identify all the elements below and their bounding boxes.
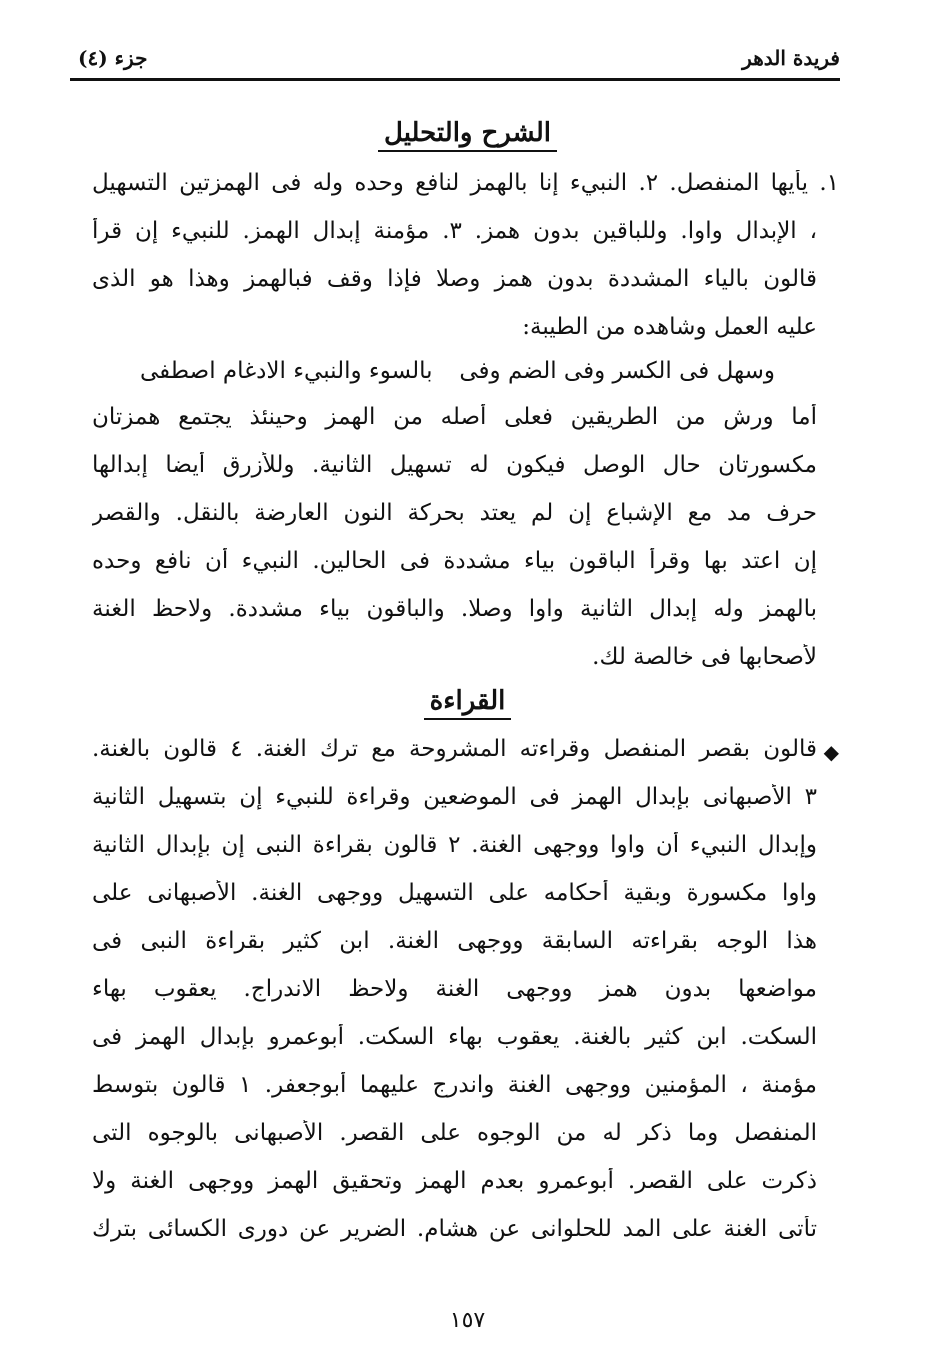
text-line: السكت. ابن كثير بالغنة. يعقوب بهاء السكت. أبوعمرو بإبدال الهمز فى — [92, 1024, 817, 1050]
text-line: هذا الوجه بقراءته السابقة ووجهى الغنة. ابن كثير بقراءة النبى فى — [92, 928, 817, 954]
text-line: عليه العمل وشاهده من الطيبة: — [522, 314, 817, 340]
text-line: مؤمنة ، المؤمنين ووجهى الغنة واندرج عليهما أبوجعفر. ١ قالون بتوسط — [92, 1072, 817, 1098]
text-line: وإبدال النبيء أن واوا ووجهى الغنة. ٢ قالون بقراءة النبى إن بإبدال الثانية — [92, 832, 817, 858]
running-header — [70, 38, 840, 81]
section-title-commentary: الشرح والتحليل — [0, 118, 935, 148]
text-line: ٣ الأصبهانى بإبدال الهمز فى الموضعين وقراءة للنبيء إن بتسهيل الثانية — [92, 784, 817, 810]
verse-first-hemistich: وسهل فى الكسر وفى الضم وفى — [459, 358, 775, 384]
page-number: ١٥٧ — [449, 1308, 486, 1333]
text-line: واوا مكسورة وبقية أحكامه على التسهيل ووجهى الغنة. الأصبهانى على — [92, 880, 817, 906]
text-line: ، الإبدال واوا. وللباقين بدون همز. ٣. مؤمنة إبدال الهمز. للنبيء إن قرأ — [92, 218, 817, 244]
section-title-reading: القراءة — [0, 686, 935, 716]
text-line: قالون بقصر المنفصل وقراءته المشروحة مع ترك الغنة. ٤ قالون بالغنة. — [92, 736, 817, 762]
text-line: قالون بالياء المشددة بدون همز وصلا فإذا وقف فبالهمز وهذا هو الذى — [92, 266, 817, 292]
text-line: مواضعها بدون همز ووجهى الغنة ولاحظ الاندراج. يعقوب بهاء — [92, 976, 817, 1002]
text-line: حرف مد مع الإشباع إن لم يعتد بحركة النون العارضة بالنقل. والقصر — [92, 500, 817, 526]
part-number: جزء (٤) — [78, 46, 148, 70]
bullet-diamond-icon: ◆ — [823, 740, 839, 764]
text-line: ١. يأيها المنفصل. ٢. النبيء إنا بالهمز لنافع وحده وله فى الهمزتين التسهيل — [92, 170, 839, 196]
text-line: المنفصل وما ذكر له من الوجوه على القصر. الأصبهانى بالوجوه التى — [92, 1120, 817, 1146]
text-line: ذكرت على القصر. أبوعمرو بعدم الهمز وتحقيق الهمز ووجهى الغنة ولا — [92, 1168, 817, 1194]
text-line: مكسورتان حال الوصل فيكون له تسهيل الثانية. وللأزرق أيضا إبدالها — [92, 452, 817, 478]
verse-second-hemistich: بالسوء والنبيء الادغام اصطفى — [140, 358, 433, 384]
text-line: بالهمز وله إبدال الثانية واوا وصلا. والباقون بياء مشددة. ولاحظ الغنة — [92, 596, 817, 622]
book-title: فريدة الدهر — [742, 46, 840, 70]
text-line: تأتى الغنة على المد للحلوانى عن هشام. الضرير عن دورى الكسائى بترك — [92, 1216, 817, 1242]
text-line: إن اعتد بها وقرأ الباقون بياء مشددة فى الحالين. النبيء أن نافع وحده — [92, 548, 817, 574]
text-line: أما ورش من الطريقين فعلى أصله من الهمز وحينئذ يجتمع همزتان — [92, 404, 817, 430]
text-line: لأصحابها فى خالصة لك. — [592, 644, 817, 670]
